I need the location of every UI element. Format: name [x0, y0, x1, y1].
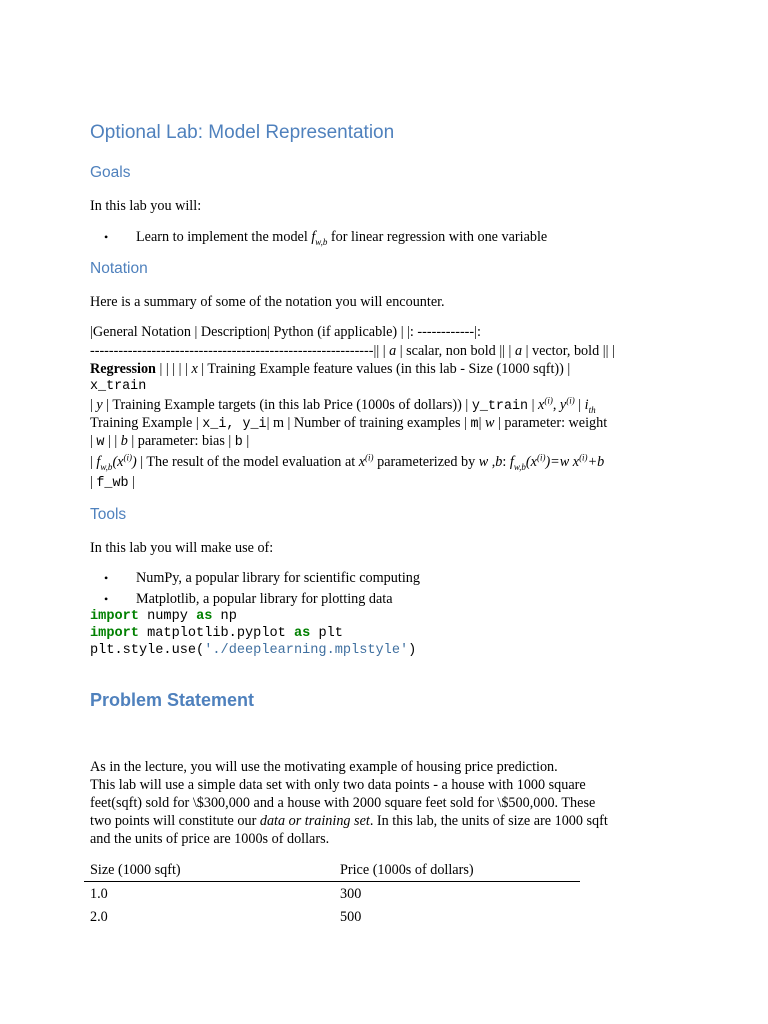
notation-code: x_train	[90, 379, 147, 394]
table-cell: 2.0	[90, 909, 108, 925]
notation-line: ------------------------------------------------------------|| | a | scalar, non bold || | a | vector, bold || |	[90, 343, 615, 359]
table-cell: 300	[340, 886, 362, 902]
table-cell: 1.0	[90, 886, 108, 902]
problem-line: This lab will use a simple data set with only two data points - a house with 1000 square	[90, 777, 586, 793]
problem-heading: Problem Statement	[90, 690, 255, 710]
notation-line: | y | Training Example targets (in this lab Price (1000s of dollars)) | y_train | $x^{(i)}$, $y^{(i)}$ | $i_{th}$	[90, 395, 596, 415]
table-cell: 500	[340, 909, 362, 925]
problem-line: two points will constitute our data or training set. In this lab, the units of size are 1000 sqft	[90, 813, 608, 829]
problem-line: feet(sqft) sold for \$300,000 and a house with 2000 square feet sold for \$500,000. These	[90, 795, 596, 811]
problem-line: and the units of price are 1000s of dollars.	[90, 831, 330, 847]
notation-line: | w | | b | parameter: bias | b |	[90, 433, 250, 450]
table-header-row	[84, 858, 580, 882]
page-title: Optional Lab: Model Representation	[90, 122, 395, 143]
bullet-icon: •	[104, 230, 109, 244]
notation-line: | $f_{w,b}(x^{(i)})$ | The result of the model evaluation at $x^{(i)}$ parameterized by w ,b: $f_{w,b}(x^{(i)})=w$ $x^{(i)}+b$	[90, 452, 605, 472]
notation-line: Regression | | | | | x | Training Example feature values (in this lab - Size (1000 sqft)) |	[90, 361, 571, 377]
column-header-price: Price (1000s of dollars)	[334, 858, 580, 882]
table-row	[84, 905, 580, 928]
bullet-icon: •	[104, 592, 109, 606]
tools-intro: In this lab you will make use of:	[90, 540, 274, 556]
bullet-icon: •	[104, 571, 109, 585]
tools-bullet	[90, 590, 690, 608]
notation-line: Training Example | x_i, y_i| m | Number of training examples | m| w | parameter: weight	[90, 415, 608, 432]
data-table	[84, 858, 580, 928]
notation-intro: Here is a summary of some of the notation you will encounter.	[90, 294, 445, 310]
goals-heading: Goals	[90, 164, 131, 181]
tools-bullet-text: NumPy, a popular library for scientific computing	[136, 570, 420, 586]
tools-heading: Tools	[90, 506, 127, 523]
column-header-size: Size (1000 sqft)	[84, 858, 334, 882]
tools-bullet	[90, 569, 690, 587]
problem-line: As in the lecture, you will use the motivating example of housing price prediction.	[90, 759, 558, 775]
goals-bullet	[90, 228, 690, 246]
tools-bullet-text: Matplotlib, a popular library for plotting data	[136, 591, 393, 607]
table-row	[84, 882, 580, 906]
notation-line: |General Notation | Description| Python (if applicable) | |: ------------|:	[90, 324, 481, 340]
goals-intro: In this lab you will:	[90, 198, 202, 214]
notation-line: | f_wb |	[90, 474, 135, 491]
notation-heading: Notation	[90, 260, 148, 277]
code-block: import numpy as np import matplotlib.pyplot as plt plt.style.use('./deeplearning.mplstyle')	[90, 609, 417, 658]
goals-bullet-text: Learn to implement the model $f_{w,b}$ for linear regression with one variable	[136, 229, 548, 247]
